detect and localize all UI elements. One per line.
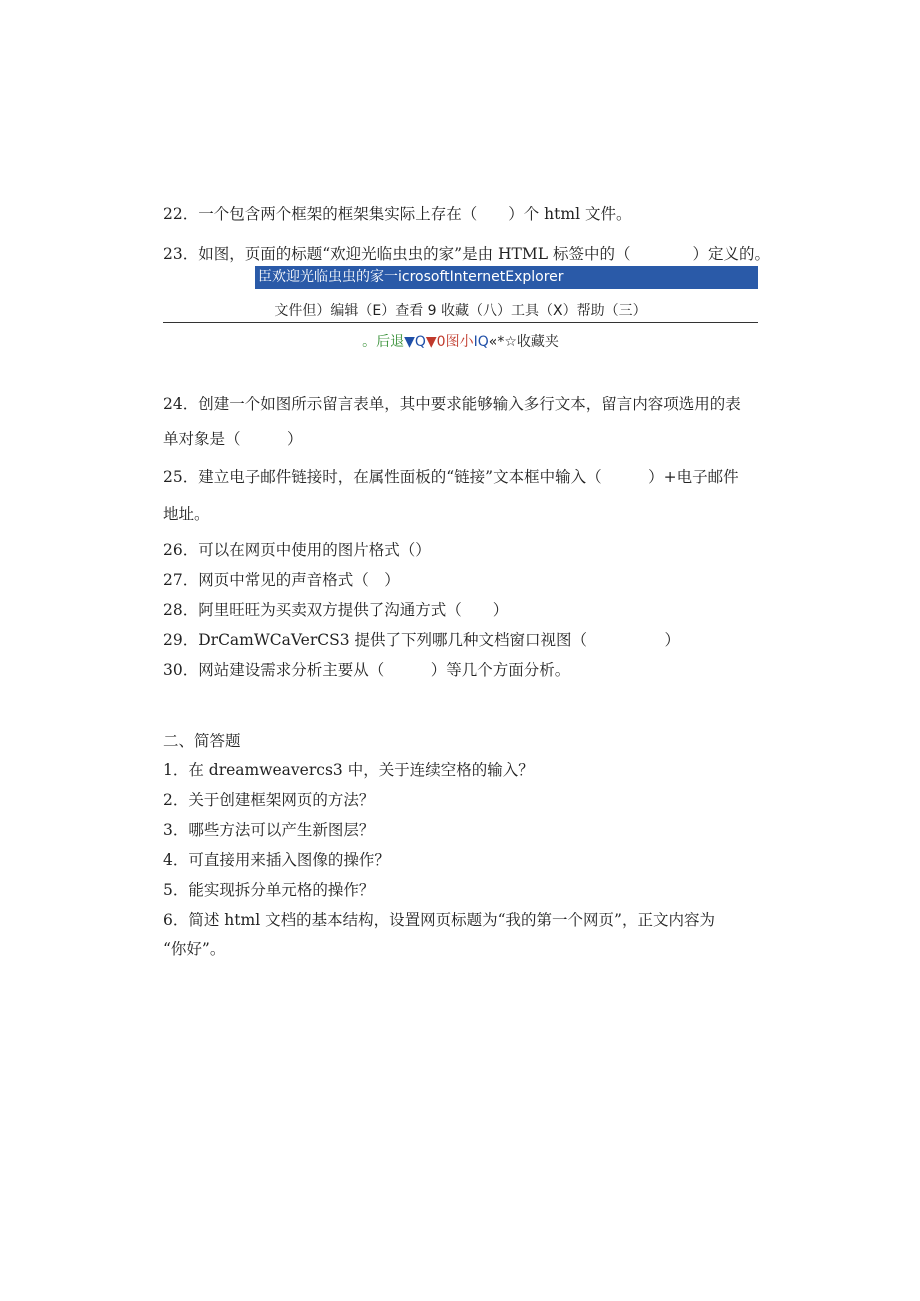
question-number: 26 (163, 541, 183, 559)
item-text: ．关于创建框架网页的方法？ (172, 791, 375, 809)
question-number: 28 (163, 601, 183, 619)
ie-toolbar (163, 331, 758, 353)
short-answer-2 (163, 789, 374, 811)
short-answer-6 (163, 909, 715, 931)
section-heading: 二、简答题 (163, 732, 241, 750)
question-text: 地址。 (163, 505, 210, 523)
question-26 (163, 539, 431, 561)
question-23 (163, 243, 770, 265)
item-text: ．在 dreamweavercs3 中，关于连续空格的输入？ (172, 761, 534, 779)
item-text: ．能实现拆分单元格的操作？ (172, 881, 375, 899)
item-text: ．简述 html 文档的基本结构，设置网页标题为“我的第一个网页”，正文内容为 (172, 911, 715, 929)
item-text: “你好”。 (163, 940, 226, 958)
question-text: ．如图，页面的标题“欢迎光临虫虫的家”是由 HTML 标签中的（ ）定义的。 (182, 245, 770, 263)
question-text: ．创建一个如图所示留言表单，其中要求能够输入多行文本，留言内容项选用的表 (182, 395, 741, 413)
item-number: 2 (163, 791, 173, 809)
question-25-cont (163, 503, 210, 525)
item-number: 6 (163, 911, 173, 929)
question-text: ．可以在网页中使用的图片格式（） (182, 541, 431, 559)
question-text: ．一个包含两个框架的框架集实际上存在（ ）个 html 文件。 (182, 205, 632, 223)
question-24 (163, 393, 741, 415)
stop-button-label: ▼0 (425, 334, 446, 350)
ie-title-bar: 臣欢迎光临虫虫的家一icrosoftInternetExplorer (255, 266, 758, 289)
item-text: ．可直接用来插入图像的操作？ (172, 851, 390, 869)
question-27 (163, 569, 400, 591)
question-number: 22 (163, 205, 183, 223)
search-button-label: IQ (473, 334, 489, 350)
question-22 (163, 203, 631, 225)
question-29 (163, 629, 680, 651)
question-number: 30 (163, 661, 183, 679)
question-number: 25 (163, 468, 183, 486)
item-number: 1 (163, 761, 173, 779)
question-number: 27 (163, 571, 183, 589)
question-24-cont (163, 428, 303, 450)
question-number: 24 (163, 395, 183, 413)
short-answer-3 (163, 819, 374, 841)
short-answer-1 (163, 759, 534, 781)
question-number: 29 (163, 631, 183, 649)
question-text: ．网页中常见的声音格式（ ） (182, 571, 400, 589)
question-text: ．建立电子邮件链接时，在属性面板的“链接”文本框中输入（ ）+电子邮件 (182, 468, 739, 486)
item-number: 3 (163, 821, 173, 839)
favorites-button-label: «*☆收藏夹 (488, 334, 559, 350)
question-28 (163, 599, 508, 621)
question-number: 23 (163, 245, 183, 263)
ie-menu-bar: 文件但）编辑（E）查看 9 收藏（八）工具（X）帮助（三） (163, 300, 758, 323)
item-number: 5 (163, 881, 173, 899)
short-answer-4 (163, 849, 390, 871)
question-text: ．网站建设需求分析主要从（ ）等几个方面分析。 (182, 661, 571, 679)
short-answer-6-cont (163, 938, 225, 960)
short-answer-5 (163, 879, 374, 901)
question-30 (163, 659, 570, 681)
question-text: 单对象是（ ） (163, 430, 303, 448)
question-25 (163, 466, 739, 488)
item-number: 4 (163, 851, 173, 869)
item-text: ．哪些方法可以产生新图层？ (172, 821, 375, 839)
back-button-label: 。后退 (362, 334, 405, 350)
refresh-home-label: 图小 (445, 334, 474, 350)
forward-button-label: ▼Q (404, 334, 426, 350)
question-text: ．阿里旺旺为买卖双方提供了沟通方式（ ） (182, 601, 509, 619)
question-text: ．DrCamWCaVerCS3 提供了下列哪几种文档窗口视图（ ） (182, 631, 681, 649)
